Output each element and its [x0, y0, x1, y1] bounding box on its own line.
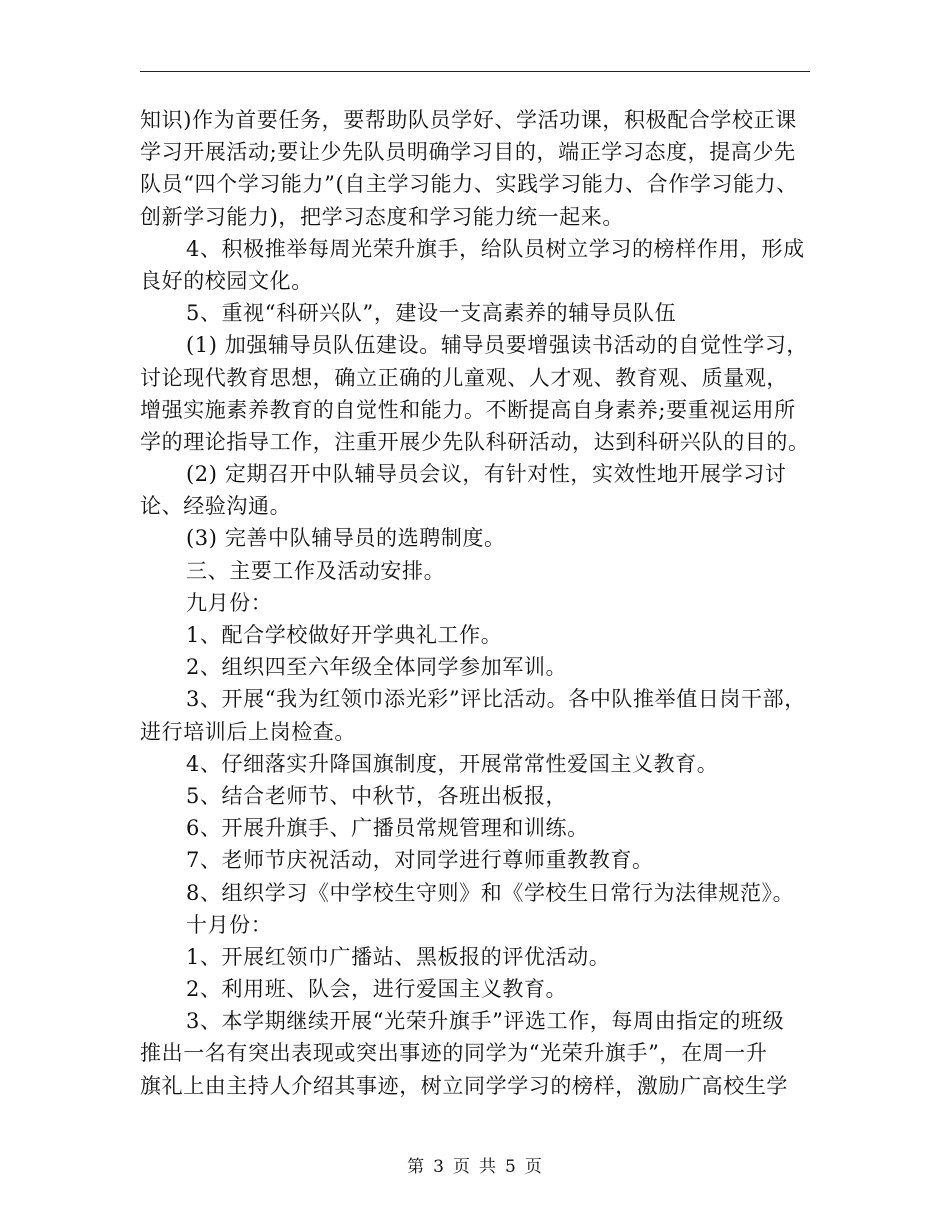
text-line: (1) 加强辅导员队伍建设。辅导员要增强读书活动的自觉性学习，	[186, 333, 809, 358]
text-line: 4、仔细落实升降国旗制度，开展常常性爱国主义教育。	[186, 751, 719, 776]
text-line: 3、本学期继续开展“光荣升旗手”评选工作，每周由指定的班级	[186, 1009, 785, 1034]
month-heading: 九月份：	[186, 590, 273, 615]
text-line: 6、开展升旗手、广播员常规管理和训练。	[186, 816, 589, 841]
text-line: 创新学习能力)，把学习态度和学习能力统一起来。	[140, 204, 624, 229]
text-line: 良好的校园文化。	[140, 268, 313, 293]
total-pages-number: 5	[505, 1157, 517, 1177]
text-line: 5、重视“科研兴队”，建设一支高素养的辅导员队伍	[186, 301, 677, 326]
text-line: 8、组织学习《中学校生守则》和《学校生日常行为法律规范》。	[186, 880, 795, 905]
section-heading: 三、主要工作及活动安排。	[186, 558, 446, 583]
text-line: (2) 定期召开中队辅导员会议，有针对性，实效性地开展学习讨	[186, 462, 787, 487]
text-line: 推出一名有突出表现或突出事迹的同学为“光荣升旗手”，在周一升	[140, 1041, 768, 1066]
text-line: (3) 完善中队辅导员的选聘制度。	[186, 526, 506, 551]
text-line: 3、开展“我为红领巾添光彩”评比活动。各中队推举值日岗干部，	[186, 687, 806, 712]
text-line: 旗礼上由主持人介绍其事迹，树立同学学习的榜样，激励广高校生学	[140, 1073, 788, 1098]
text-line: 队员“四个学习能力”(自主学习能力、实践学习能力、合作学习能力、	[140, 172, 798, 197]
text-line: 增强实施素养教育的自觉性和能力。不断提高自身素养;要重视运用所	[140, 397, 796, 422]
text-line: 1、开展红领巾广播站、黑板报的评优活动。	[186, 944, 611, 969]
month-heading: 十月份：	[186, 912, 273, 937]
text-line: 知识)作为首要任务，要帮助队员学好、学活功课，积极配合学校正课	[140, 108, 797, 132]
footer-label-page: 第	[407, 1157, 426, 1177]
text-line: 进行培训后上岗检查。	[140, 719, 356, 744]
text-line: 2、利用班、队会，进行爱国主义教育。	[186, 977, 568, 1002]
text-line: 学习开展活动;要让少先队员明确学习目的，端正学习态度，提高少先	[140, 140, 796, 165]
footer-label-ye2: 页	[524, 1157, 543, 1177]
text-line: 论、经验沟通。	[140, 494, 292, 519]
text-line: 7、老师节庆祝活动，对同学进行尊师重教教育。	[186, 848, 654, 873]
document-body	[140, 104, 815, 1102]
page-footer	[0, 1152, 950, 1177]
footer-label-total: 共	[479, 1157, 497, 1177]
current-page-number: 3	[433, 1157, 445, 1177]
footer-label-ye: 页	[453, 1157, 471, 1177]
text-line: 5、结合老师节、中秋节，各班出板报，	[186, 783, 568, 808]
text-line: 2、组织四至六年级全体同学参加军训。	[186, 655, 568, 680]
text-line: 讨论现代教育思想，确立正确的儿童观、人才观、教育观、质量观，	[140, 365, 788, 390]
text-line: 1、配合学校做好开学典礼工作。	[186, 623, 503, 647]
header-rule	[140, 71, 810, 72]
text-line: 4、积极推举每周光荣升旗手，给队员树立学习的榜样作用，形成	[186, 236, 805, 261]
text-line: 学的理论指导工作，注重开展少先队科研活动，达到科研兴队的目的。	[140, 429, 810, 454]
